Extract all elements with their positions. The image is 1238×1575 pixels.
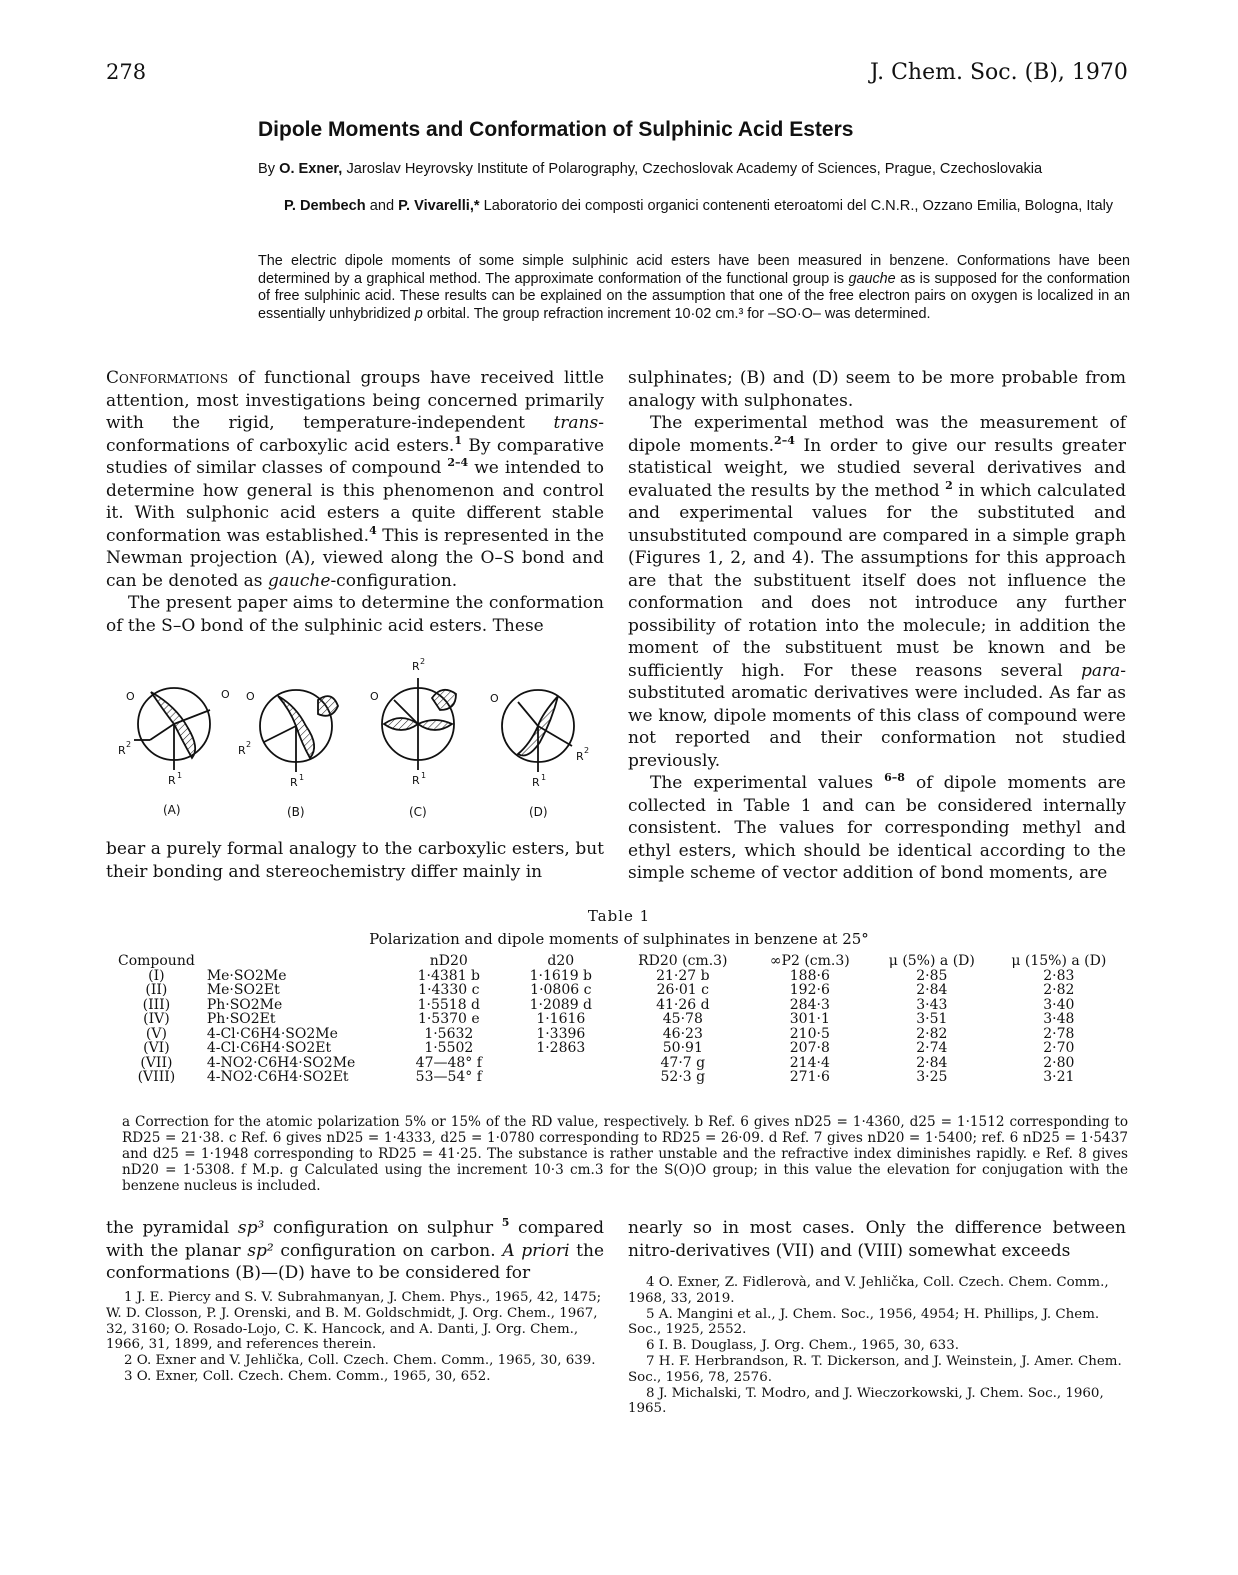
- table-row: [112, 1056, 1125, 1071]
- pyr-text-a: the pyramidal: [106, 1218, 230, 1238]
- table-cell: 188·6: [789, 967, 830, 984]
- nearly-paragraph: nearly so in most cases. Only the difference between nitro-derivatives (VII) and (VIII) somewhat exceeds: [628, 1218, 1126, 1261]
- fig-d-r2: R: [576, 750, 584, 763]
- table-cell: [505, 1056, 617, 1071]
- footnote-4: 4 O. Exner, Z. Fidlerovà, and V. Jehlička, Coll. Czech. Chem. Comm., 1968, 33, 2019.: [628, 1275, 1109, 1306]
- table-cell: 3·43: [916, 996, 948, 1013]
- dipole-table: [112, 954, 1125, 1085]
- table-cell: (V): [145, 1025, 167, 1042]
- sp3-italic: sp³: [237, 1218, 265, 1238]
- intro-paragraph: [106, 367, 604, 592]
- table-cell: 50·91: [662, 1040, 703, 1056]
- conformations-smallcaps: Conformations: [106, 368, 229, 388]
- values-paragraph: [628, 772, 1126, 885]
- footnotes-left: [106, 1290, 604, 1385]
- intro-text-d: we intended to determine how general is this phenomenon and control it. With sulphonic acid esters a quite different stable conformation was established.: [106, 458, 604, 546]
- table-cell: 53—54° f: [415, 1069, 482, 1085]
- table-cell: 45·78: [662, 1011, 703, 1027]
- table-cell: 1·5370 e: [417, 1011, 480, 1027]
- table-row: [112, 1027, 1125, 1042]
- table-cell: 1·1616: [536, 1011, 586, 1027]
- abstract-text-1: The electric dipole moments of some simple sulphinic acid esters have been measured in benzene. Conformations have been determined by a graphical method. The approximate conformation of the functional group is: [258, 253, 1130, 287]
- newman-d: [502, 690, 574, 772]
- author-dembech: P. Dembech: [284, 198, 366, 214]
- header-blank: [201, 954, 393, 969]
- table-cell: 41·26 d: [656, 996, 710, 1013]
- abstract-text-3: orbital. The group refraction increment 10·02 cm.³ for –SO·O– was determined.: [426, 305, 931, 322]
- bottom-right-text: [628, 1217, 1126, 1262]
- table-footnote: a Correction for the atomic polarization 5% or 15% of the RD value, respectively. b Ref. 6 gives nD25 = 1·4360, d25 = 1·1512 corresponding to RD25 = 21·38. c Ref. 6 gives nD25 = 1·4333, d25 = 1·0780 corresponding to RD25 = 26·09. d Ref. 7 gives nD20 = 1·5400; ref. 6 nD25 = 1·5437 and d25 = 1·1948 corresponding to RD25 = 41·25. The substance is rather unstable and the refractive index diminishes rapidly. e Ref. 8 gives nD20 = 1·5308. f M.p. g Calculated using the increment 10·3 cm.3 for the S(O)O group; in this value the elevation for conjugation with the benzene nucleus is included.: [122, 1114, 1128, 1194]
- table-cell: 2·84: [916, 1054, 948, 1071]
- pyramidal-paragraph: [106, 1217, 604, 1285]
- table-cell: 2·82: [916, 1025, 948, 1042]
- author-vivarelli: P. Vivarelli,*: [398, 198, 480, 214]
- intro-text-f: -configuration.: [330, 570, 458, 591]
- table-cell: 4-NO2·C6H4·SO2Me: [206, 1054, 356, 1071]
- newman-b: [260, 690, 338, 772]
- fig-label-a: (A): [163, 803, 181, 817]
- table-cell: 3·51: [916, 1011, 948, 1027]
- table-cell: 3·21: [1043, 1069, 1075, 1085]
- table-cell: (IV): [143, 1011, 170, 1027]
- table-cell: 2·74: [916, 1040, 948, 1056]
- abstract-text-2: as is supposed for the conformation of free sulphinic acid. These results can be explained on the assumption that one of the free electron pairs on oxygen is localized in an essentially unhybridized: [258, 270, 1131, 322]
- left-column-lower: [106, 838, 604, 883]
- pyr-text-c: compared with the planar: [106, 1218, 605, 1261]
- table-caption: Polarization and dipole moments of sulphinates in benzene at 25°: [369, 930, 869, 948]
- fig-b-o1: O: [246, 690, 255, 703]
- table-cell: 47·7 g: [660, 1054, 706, 1071]
- footnote-3: 3 O. Exner, Coll. Czech. Chem. Comm., 1965, 30, 652.: [124, 1368, 491, 1384]
- table-cell: 21·27 b: [656, 967, 710, 984]
- table-cell: (VII): [140, 1054, 173, 1071]
- table-body: [112, 969, 1125, 1085]
- table-label: Table 1: [587, 907, 651, 925]
- ref-2-4: 2–4: [447, 456, 469, 469]
- table-cell: 4-NO2·C6H4·SO2Et: [206, 1069, 349, 1085]
- table-cell: 1·2089 d: [529, 996, 593, 1013]
- intro-text-b: -conformations of carboxylic acid esters.: [106, 413, 604, 456]
- method-text-a: The experimental method was the measurement of dipole moments.: [628, 413, 1126, 456]
- footnote-1: 1 J. E. Piercy and S. V. Subrahmanyan, J. Chem. Phys., 1965, 42, 1475; W. D. Closson, P. J. Orenski, and B. M. Goldschmidt, J. Org. Chem., 1967, 32, 3160; O. Rosado-Lojo, C. K. Hancock, and A. Danti, J. Org. Chem., 1966, 31, 1899, and references therein.: [106, 1290, 602, 1353]
- affiliation-2: Laboratorio dei composti organici contenenti eteroatomi del C.N.R., Ozzano Emilia, Bologna, Italy: [483, 198, 1114, 214]
- ref-4: 4: [369, 523, 377, 537]
- abstract-gauche: gauche: [848, 270, 896, 287]
- footnote-2: 2 O. Exner and V. Jehlička, Coll. Czech. Chem. Comm., 1965, 30, 639.: [124, 1353, 596, 1369]
- intro-text-a: of functional groups have received little attention, most investigations being concerned primarily with the rigid, temperature-independent: [106, 368, 605, 433]
- table-cell: 1·5502: [424, 1040, 474, 1056]
- table-row: [112, 998, 1125, 1013]
- table-cell: 46·23: [662, 1025, 703, 1042]
- fig-label-d: (D): [529, 805, 548, 819]
- pyr-text-d: configuration on carbon.: [280, 1240, 496, 1261]
- pyr-text-e: the conformations (B)—(D) have to be considered for: [106, 1240, 605, 1283]
- footnote-8: 8 J. Michalski, T. Modro, and J. Wieczorkowski, J. Chem. Soc., 1960, 1965.: [628, 1385, 1104, 1417]
- header-mu5: μ (5%) a (D): [888, 953, 975, 969]
- table-cell: 214·4: [789, 1054, 830, 1071]
- fig-label-b: (B): [287, 805, 305, 819]
- by-label: By: [258, 161, 276, 177]
- table-cell: 4-Cl·C6H4·SO2Me: [206, 1025, 338, 1042]
- ref-2-4-right: 2–4: [774, 433, 795, 447]
- table-cell: [505, 1070, 617, 1085]
- table-cell: (II): [145, 982, 168, 998]
- ref-6-8: 6–8: [884, 771, 905, 784]
- table-cell: Me·SO2Me: [206, 967, 287, 984]
- footnote-6: 6 I. B. Douglass, J. Org. Chem., 1965, 30, 633.: [646, 1338, 959, 1354]
- fig-a-r1: R: [168, 774, 176, 787]
- pyr-text-b: configuration on sulphur: [272, 1218, 494, 1238]
- table-cell: 284·3: [789, 996, 830, 1013]
- fig-c-r1: R: [412, 774, 420, 787]
- values-text-b: of dipole moments are collected in Table 1 and can be considered internally consistent. The values for corresponding methyl and ethyl esters, which should be identical according to the simple scheme of vector addition of bond moments, are: [628, 773, 1126, 883]
- fig-a-o2: O: [221, 688, 230, 701]
- journal-header: J. Chem. Soc. (B), 1970: [870, 60, 1128, 85]
- method-paragraph: [628, 412, 1126, 772]
- table-cell: 210·5: [789, 1025, 830, 1042]
- author-block-2: [284, 197, 1130, 215]
- table-cell: 271·6: [789, 1069, 830, 1085]
- footnote-7: 7 H. F. Herbrandson, R. T. Dickerson, and J. Weinstein, J. Amer. Chem. Soc., 1956, 78, 2576.: [628, 1353, 1122, 1385]
- ref-5: 5: [501, 1216, 510, 1229]
- method-text-c: in which calculated and experimental values for the substituted and unsubstituted compound are compared in a simple graph (Figures 1, 2, and 4). The assumptions for this approach are that the substituent itself does not influence the conformation and does not introduce any further possibility of rotation into the molecule; in addition the moment of the substituent must be known and be sufficiently high. For these reasons several: [628, 480, 1126, 681]
- intro-text-c: By comparative studies of similar classes of compound: [106, 435, 605, 478]
- analogy-paragraph: bear a purely formal analogy to the carboxylic esters, but their bonding and stereochemistry differ mainly in: [106, 839, 604, 882]
- header-d: d20: [547, 953, 575, 969]
- fig-b-r1-sup: 1: [299, 773, 305, 782]
- gauche-italic: gauche: [267, 570, 331, 591]
- method-text-b: In order to give our results greater statistical weight, we studied several derivatives and evaluated the results by the method: [628, 435, 1126, 501]
- table-cell: Ph·SO2Et: [206, 1011, 276, 1027]
- table-header-row: [112, 954, 1125, 969]
- fig-b-r2: R: [238, 744, 246, 757]
- table-row: [112, 969, 1125, 984]
- fig-d-r2-sup: 2: [584, 746, 590, 755]
- footnotes-right: [628, 1275, 1126, 1417]
- table-cell: 2·70: [1043, 1040, 1075, 1056]
- author-block-1: [258, 160, 1130, 178]
- fig-d-o1: O: [490, 692, 499, 705]
- table-cell: 2·85: [916, 967, 948, 984]
- table-cell: 301·1: [789, 1011, 830, 1027]
- table-cell: 47—48° f: [415, 1054, 482, 1071]
- table-cell: 2·84: [916, 982, 948, 998]
- fig-d-r1: R: [532, 776, 540, 789]
- para-italic: para: [1080, 660, 1121, 681]
- trans-italic: trans: [553, 413, 599, 433]
- table-cell: Me·SO2Et: [206, 982, 280, 998]
- abstract-p-orbital: p: [414, 305, 423, 322]
- table-row: [112, 1070, 1125, 1085]
- newman-c: [382, 678, 456, 770]
- fig-a-r2: R: [118, 744, 126, 757]
- abstract: [258, 253, 1130, 323]
- left-column-upper: [106, 367, 604, 637]
- fig-c-r1-sup: 1: [421, 771, 427, 780]
- article-title: Dipole Moments and Conformation of Sulphinic Acid Esters: [258, 118, 854, 141]
- table-cell: 1·5518 d: [417, 996, 481, 1013]
- fig-b-r1: R: [290, 776, 298, 789]
- table-cell: 2·78: [1043, 1025, 1075, 1042]
- table-cell: 1·4381 b: [417, 967, 481, 984]
- fig-c-r2-sup: 2: [420, 657, 426, 666]
- fig-a-r1-sup: 1: [177, 771, 183, 780]
- table-cell: (VIII): [137, 1069, 176, 1085]
- apriori-italic: A priori: [502, 1240, 570, 1261]
- table-row: [112, 1041, 1125, 1056]
- header-mu15: μ (15%) a (D): [1011, 953, 1107, 969]
- table-cell: 26·01 c: [656, 982, 709, 998]
- table-cell: 1·1619 b: [529, 967, 593, 984]
- table-row: [112, 983, 1125, 998]
- table-cell: 52·3 g: [660, 1069, 706, 1085]
- aim-paragraph: The present paper aims to determine the conformation of the S–O bond of the sulphinic acid esters. These: [106, 593, 604, 636]
- table-cell: 1·4330 c: [418, 982, 480, 998]
- table-cell: 2·80: [1043, 1054, 1075, 1071]
- table-cell: Ph·SO2Me: [206, 996, 283, 1013]
- intro-text-e: This is represented in the Newman projection (A), viewed along the O–S bond and can be denoted as: [106, 525, 605, 591]
- table-cell: 4-Cl·C6H4·SO2Et: [206, 1040, 332, 1056]
- table-cell: (VI): [143, 1040, 170, 1056]
- header-rd: RD20 (cm.3): [638, 953, 728, 969]
- header-p2: ∞P2 (cm.3): [769, 953, 850, 969]
- sulphinates-paragraph: sulphinates; (B) and (D) seem to be more probable from analogy with sulphonates.: [628, 368, 1126, 411]
- ref-2-right: 2: [945, 478, 953, 492]
- table-cell: 3·48: [1043, 1011, 1075, 1027]
- table-cell: 192·6: [789, 982, 830, 998]
- table-cell: 1·2863: [536, 1040, 586, 1056]
- and-label: and: [369, 198, 395, 214]
- affiliation-1: Jaroslav Heyrovsky Institute of Polarography, Czechoslovak Academy of Sciences, Prague, Czechoslovakia: [346, 161, 1043, 177]
- table-cell: 1·3396: [536, 1025, 586, 1042]
- bottom-left-text: [106, 1217, 604, 1285]
- fig-label-c: (C): [409, 805, 427, 819]
- values-text-a: The experimental values: [650, 773, 874, 793]
- table-cell: 207·8: [789, 1040, 830, 1056]
- author-exner: O. Exner,: [279, 161, 343, 177]
- right-column: [628, 367, 1126, 885]
- method-text-d: -substituted aromatic derivatives were included. As far as we know, dipole moments of this class of compound were not reported and their conformation not studied previously.: [628, 660, 1127, 771]
- newman-projections-figure: [106, 654, 604, 834]
- header-compound: Compound: [118, 953, 195, 969]
- newman-a: [134, 688, 210, 770]
- header-nd: nD20: [429, 953, 468, 969]
- table-row: [112, 1012, 1125, 1027]
- table-cell: 2·82: [1043, 982, 1075, 998]
- table-cell: (III): [142, 996, 171, 1013]
- table-cell: (I): [148, 967, 165, 984]
- footnote-5: 5 A. Mangini et al., J. Chem. Soc., 1956, 4954; H. Phillips, J. Chem. Soc., 1925, 2552.: [628, 1306, 1100, 1338]
- fig-a-o1: O: [126, 690, 135, 703]
- fig-b-r2-sup: 2: [246, 740, 252, 749]
- fig-c-o1: O: [370, 690, 379, 703]
- sp2-italic: sp²: [247, 1240, 274, 1261]
- page-number: 278: [106, 60, 147, 84]
- fig-d-r1-sup: 1: [541, 773, 547, 782]
- table-cell: 2·83: [1043, 967, 1075, 984]
- table-cell: 1·0806 c: [530, 982, 592, 998]
- table-cell: 3·25: [916, 1069, 948, 1085]
- table-cell: 1·5632: [424, 1025, 474, 1042]
- table-cell: 3·40: [1043, 996, 1075, 1013]
- fig-a-r2-sup: 2: [126, 740, 132, 749]
- ref-1: 1: [454, 433, 462, 447]
- fig-c-r2: R: [412, 660, 420, 673]
